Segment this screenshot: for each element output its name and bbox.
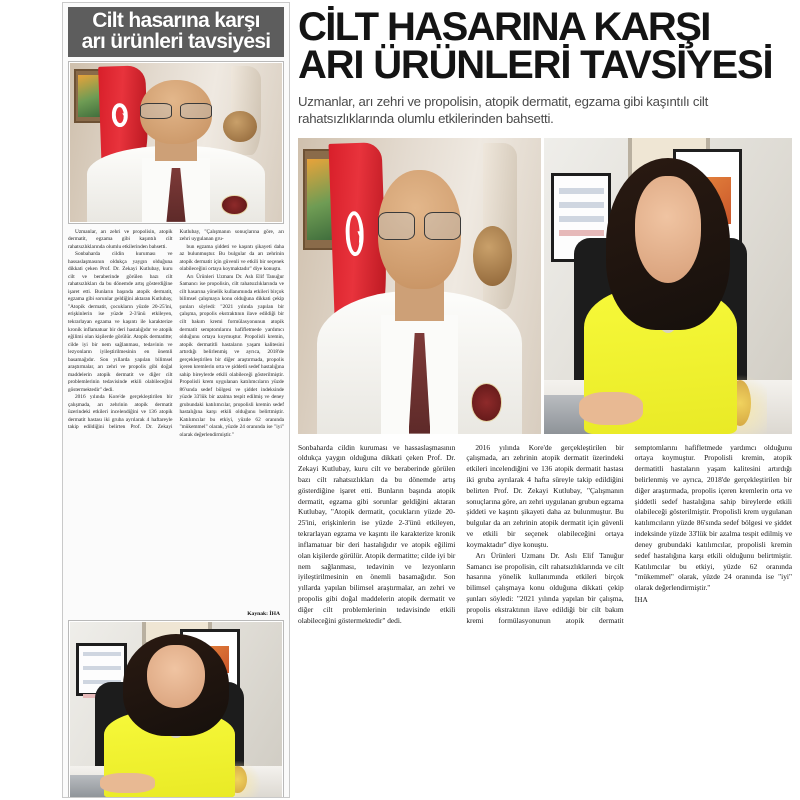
- headline-line-1: CİLT HASARINA KARŞI: [298, 5, 710, 49]
- clipping-banner: [68, 7, 284, 57]
- main-article: [298, 5, 792, 748]
- clipping-source-credit: Kaynak: İHA: [247, 610, 280, 617]
- woman-portrait-photo: [70, 622, 282, 798]
- newspaper-clipping-panel: [62, 2, 290, 798]
- doctor-portrait-photo: [70, 63, 282, 222]
- clipping-body-text: [68, 229, 284, 609]
- clipping-woman-photo-frame: [68, 620, 284, 798]
- clipping-paragraph: Uzmanlar, arı zehri ve propolisin, atopik dermatit, egzama gibi kaşıntılı cilt rahatsızlıklarında olumlu etkilerinden bahsetti.: [68, 228, 173, 250]
- article-photo-row: [298, 138, 792, 434]
- clipping-banner-line-2: arı ürünleri tavsiyesi: [81, 30, 271, 54]
- article-subheading: Uzmanlar, arı zehri ve propolisin, atopik dermatit, egzama gibi kaşıntılı cilt rahatsızlıklarında olumlu etkilerinden bahsetti.: [298, 94, 709, 127]
- page-title: [298, 5, 792, 87]
- clipping-banner-line-1: Cilt hasarına karşı: [92, 9, 260, 32]
- article-body-text: [298, 443, 792, 748]
- woman-portrait-photo-large: [544, 138, 792, 434]
- article-paragraph: Sonbaharda cildin kuruması ve hassaslaşmasının oldukça yaygın olduğuna dikkati çeken Prof. Dr. Zekayi Kutlubay, kuru cilt ve beraberinde görülen bazı cilt rahatsızlıkları da bu dönemde artış gösterdiğine işaret etti. Bunların başında atopik dermatit, egzama gibi sorunlar geldiğini aktaran Kutlubay, "Atopik dermatit, çocukların yüzde 20-25'ini, erişkinlerin ise yüzde 2-3'ünü etkileyen, tekrarlayan egzama ve kaşıntı ile karakterize kronik inflamatuar bir deri hastalığıdır ve atopik eğilimi olan kişilerde görülür. Atopik dermatitte; cilde iyi bir nem sağlanması, tedavinin ve lezyonların iyileştirilmesinin en önemli basamağıdır. Son yıllarda yapılan bilimsel araştırmalar, arı zehri ve propolis gibi doğal maddelerin atopik dermatit ve diğer cilt problemlerinin tedavisinde etkili olabileceğini göstermektedir" dedi.: [298, 442, 456, 625]
- doctor-portrait-photo-large: [298, 138, 541, 434]
- clipping-paragraph: Arı Ürünleri Uzmanı Dr. Aslı Elif Tanuğur Samancı ise propolisin, cilt rahatsızlıklarında ve cilt hasarına yönelik kullanımında etkileri birçok bilimsel çalışmaya konu olduğuna dikkati çekip şunları söyledi: "2021 yılında yapılan bir çalışma, propolis ekstraktının ilave edildiği bir cilt bakım kremi formülasyonunun atopik dermatit semptomlarını hafifletmede yardımcı olduğunu ortaya koymuştur. Propolisli kremin, atopik dermatitli hastaların yaşam kalitesini artırdığı belirlenmiş ve ayrıca, 2018'de gerçekleştirilen bir diğer araştırmada, propolis içeren kremlerin orta ve şiddetli sedef hastalığına sahip bireylerde etkili olabileceği gösterilmiştir. Propolisli krem uygulanan katılımcıların yüzde 86'sında sedef bölgesi ve şiddet indeksinde yüzde 33'lük bir azalma tespit edilmiş ve deney grubundaki katılımcılar, propolisli kremin sedef hastalığına karşı etkili olduğunu belirtmiştir. Katılımcılar bu etkiyi, yüzde 62 oranında "mükemmel" olarak, yüzde 24 oranında ise "iyi" olarak değerlendirmiştir.": [179, 273, 284, 438]
- headline-line-2: ARI ÜRÜNLERİ TAVSİYESİ: [298, 43, 773, 87]
- article-agency-signature: İHA: [634, 594, 648, 604]
- clipping-doctor-photo-frame: [68, 61, 284, 224]
- clipping-paragraph: Sonbaharda cildin kuruması ve hassaslaşmasının oldukça yaygın olduğuna dikkati çeken Prof. Dr. Zekayi Kutlubay, kuru cilt ve beraberinde görülen bazı cilt rahatsızlıkları da bu dönemde artış gösterdiğine işaret etti. Bunların başında atopik dermatit, egzama gibi sorunlar geldiğini aktaran Kutlubay, "Atopik dermatit, çocukların yüzde 20-25'ini, erişkinlerin ise yüzde 2-3'ünü etkileyen, tekrarlayan egzama ve kaşıntı ile karakterize kronik inflamatuar bir deri hastalığıdır ve atopik eğilimi olan kişilerde görülür. Atopik dermatitte; cilde iyi bir nem sağlanması, tedavinin ve lezyonların iyileştirilmesinin en önemli basamağıdır. Son yıllarda yapılan bilimsel araştırmalar, arı zehri ve propolis gibi doğal maddelerin atopik dermatit ve diğer cilt problemlerinin tedavisinde etkili olabileceğini göstermektedir" dedi.: [68, 251, 173, 393]
- article-paragraph: 2016 yılında Kore'de gerçekleştirilen bir çalışmada, arı zehrinin atopik dermatit üzerindeki etkileri incelendiğini ve 136 atopik dermatit hastası iki gruba ayrılarak 4 hafta süreyle takip edildiğini belirten Prof. Dr. Zekayi Kutlubay, "Çalışmanın sonuçlarına göre, arı zehri uygulanan grubun egzama şiddeti ve kaşıntı şikayeti daha az bulunmuştur. Bu bulgular da arı zehrinin atopik dermatit için güvenli ve etkili bir seçenek olabileceğini ortaya koymaktadır" diye konuştu.: [466, 442, 624, 549]
- clipping-paragraph: bun egzama şiddeti ve kaşıntı şikayeti daha az bulunmuştur. Bu bulgular da arı zehrinin atopik dermatit için güvenli ve etkili bir seçenek olabileceğini ortaya koymaktadır" diye konuştu.: [179, 243, 284, 273]
- clipping-paragraph: 2016 yılında Kore'de gerçekleştirilen bir çalışmada, arı zehrinin atopik dermatit üzerindeki etkileri incelendiğini ve 136 atopik dermatit hastası iki gruba ayrılarak 4 haftareyle takip edildiğini belirten Prof. Dr. Zekayi Kutlubay, "Çalışmanın sonuçlarına göre, arı zehri uygulanan gru-: [68, 228, 284, 431]
- article-paragraph: Arı Ürünleri Uzmanı Dr. Aslı Elif Tanuğur Samancı ise propolisin, cilt rahatsızlıklarında ve cilt hasarına yönelik kullanımında etkileri birçok bilimsel çalışmaya konu olduğuna dikkati çekip şunları söyledi: "2021 yılında yapılan bir çalışma, propolis ekstraktının ilave edildiği bir cilt bakım kremi formülasyonunun atopik dermatit semptomlarını hafifletmede yardımcı olduğunu ortaya koymuştur. Propolisli kremin, atopik dermatitli hastaların yaşam kalitesini artırdığı belirlenmiş ve ayrıca, 2018'de gerçekleştirilen bir diğer araştırmada, propolis içeren kremlerin orta ve şiddetli sedef hastalığına sahip bireylerde etkili olabileceği gösterilmiştir. Propolisli krem uygulanan katılımcıların yüzde 86'sında sedef bölgesi ve şiddet indeksinde yüzde 33'lük bir azalma tespit edilmiş ve deney grubundaki katılımcılar, propolisli kremin sedef hastalığına karşı etkili olduğunu belirtmiştir. Katılımcılar bu etkiyi, yüzde 62 oranında "mükemmel" olarak, yüzde 24 oranında ise "iyi" olarak değerlendirmiştir.": [466, 442, 792, 625]
